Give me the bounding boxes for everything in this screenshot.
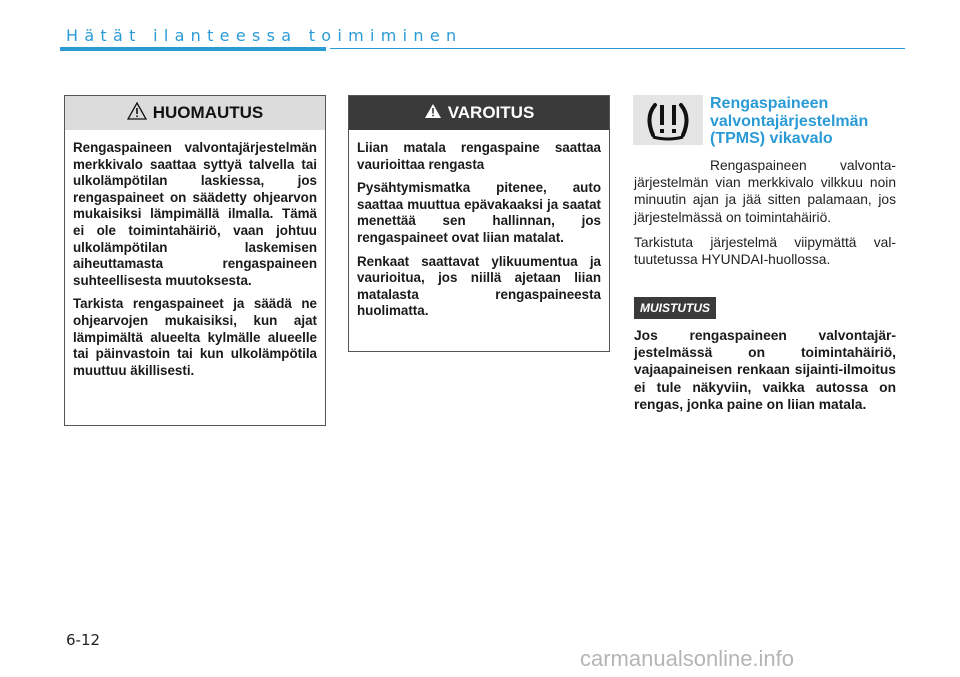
warning-paragraph: Pysähtymismatka pitenee, auto saattaa muuttua epävakaaksi ja saatat menettää sen hallinnan, jos rengaspaineet ovat liian matalat. <box>357 180 601 245</box>
note-text: Jos rengaspaineen valvontajärjestelmässä on toimintahäiriö, vajaapaineisen renkaan sijainti-ilmoitus ei tule näkyviin, vaikka autossa on rengas, jonka paine on liian matala. <box>634 328 896 412</box>
warning-box <box>348 95 610 352</box>
caution-box <box>64 95 326 426</box>
caution-header <box>65 96 325 130</box>
caution-paragraph: Rengaspaineen valvontajärjestelmän merkkivalo saattaa syttyä talvella tai ulkolämpötilan laskiessa, jos rengaspaineet on säädetty ohjearvon mukaisiksi lämpimällä ilmalla. Tämä ei ole toimintahäiriö, vaan johtuu ulkolämpötilan laskemisen aiheuttamasta rengaspaineen suhteellisesta muutoksesta. <box>73 140 317 288</box>
header-rule-thick <box>60 47 326 51</box>
caution-title: HUOMAUTUS <box>152 103 264 122</box>
tpms-warning-icon <box>633 95 703 145</box>
section-body <box>634 157 896 276</box>
note-badge: MUISTUTUS <box>634 297 716 319</box>
warning-paragraph: Liian matala rengaspaine saattaa vaurioittaa rengasta <box>357 140 601 172</box>
section-title: Rengaspaineen valvontajärjestelmän (TPMS) vikavalo <box>710 95 869 147</box>
page-number: 6-12 <box>66 631 101 649</box>
caution-triangle-icon <box>127 102 147 125</box>
warning-header <box>349 96 609 130</box>
header-rule-thin <box>330 48 905 49</box>
warning-paragraph: Renkaat saattavat ylikuumentua ja vaurioitua, jos niillä ajetaan liian matalasta rengaspaineesta huolimatta. <box>357 253 601 319</box>
warning-title: VAROITUS <box>447 103 535 122</box>
watermark: carmanualsonline.info <box>580 646 795 671</box>
caution-paragraph: Tarkista rengaspaineet ja säädä ne ohjearvojen mukaisiksi, kun ajat lämpimältä alueelta kylmälle alueelle tai päinvastoin tai kun ulkolämpötila muuttuu äkillisesti. <box>73 296 317 378</box>
header-title: Hätät ilanteessa toimiminen <box>66 26 463 45</box>
warning-triangle-icon <box>424 103 442 124</box>
section-paragraph: Tarkistuta järjestelmä viipymättä valtuutetussa HYUNDAI-huollossa. <box>634 234 896 268</box>
section-paragraph: Rengaspaineen valvontajärjestelmän vian merkkivalo vilkkuu noin minuutin ajan ja jää sitten palamaan, jos järjestelmässä on toimintahäiriö. <box>634 158 896 225</box>
